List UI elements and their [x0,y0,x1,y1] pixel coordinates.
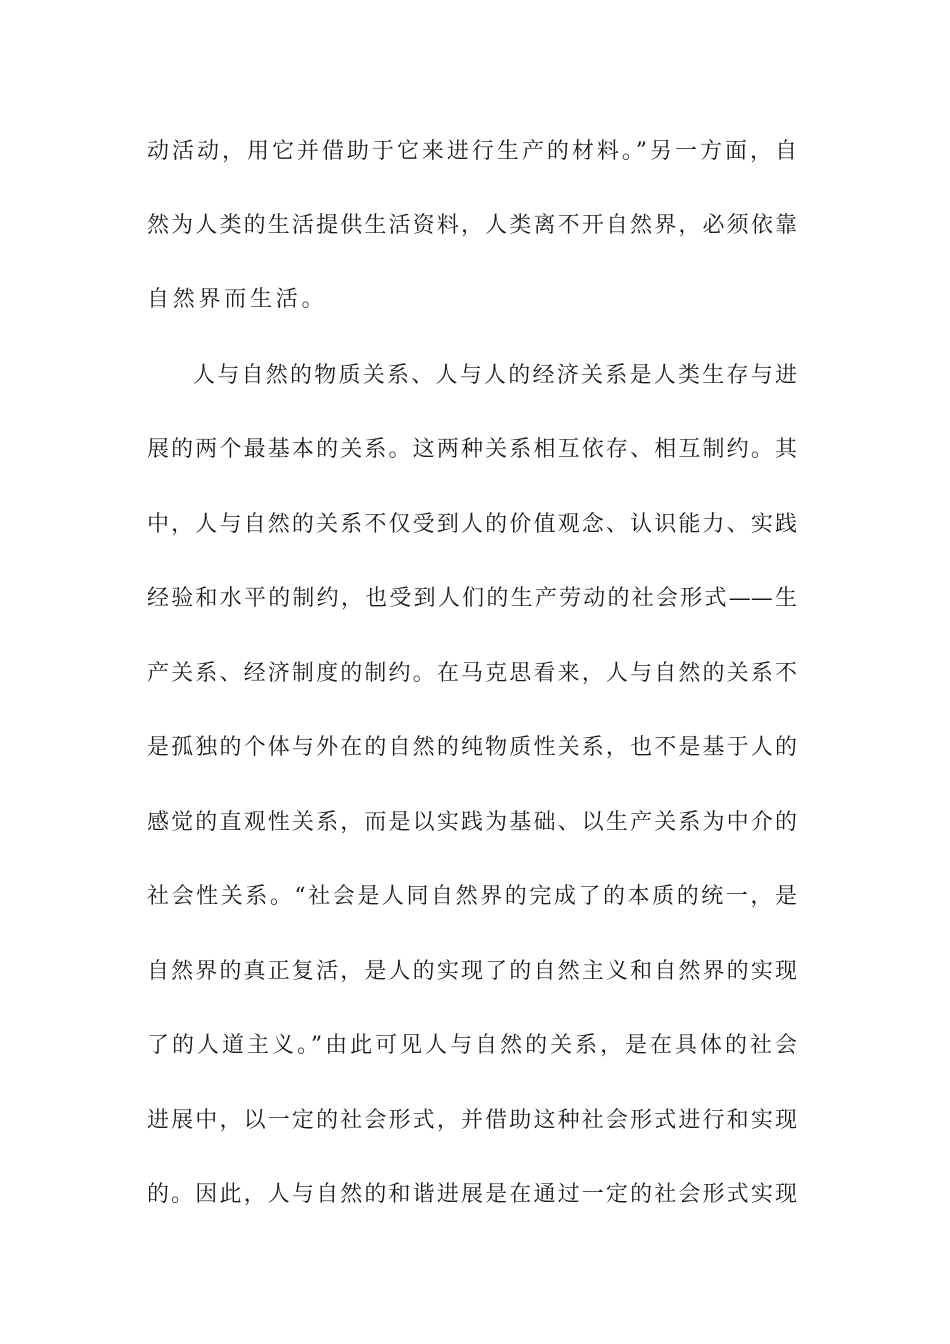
text-line: 展的两个最基本的关系。这两种关系相互依存、相互制约。其 [147,437,797,462]
text-line: 自然界的真正复活，是人的实现了的自然主义和自然界的实现 [147,959,797,984]
text-line: 的。因此，人与自然的和谐进展是在通过一定的社会形式实现 [147,1182,797,1207]
text-line: 社会性关系。“社会是人同自然界的完成了的本质的统一，是 [147,884,797,909]
text-line: 经验和水平的制约，也受到人们的生产劳动的社会形式——生 [147,586,797,611]
text-line: 了的人道主义。”由此可见人与自然的关系，是在具体的社会 [147,1033,797,1058]
text-line: 产关系、经济制度的制约。在马克思看来，人与自然的关系不 [147,661,797,686]
text-line: 动活动，用它并借助于它来进行生产的材料。”另一方面，自 [147,139,797,164]
text-line: 然为人类的生活提供生活资料，人类离不开自然界，必须依靠 [147,213,797,238]
text-line: 感觉的直观性关系，而是以实践为基础、以生产关系为中介的 [147,810,797,835]
text-line: 是孤独的个体与外在的自然的纯物质性关系，也不是基于人的 [147,735,797,760]
text-line: 人与自然的物质关系、人与人的经济关系是人类生存与进 [193,363,797,388]
text-line: 进展中，以一定的社会形式，并借助这种社会形式进行和实现 [147,1108,797,1133]
text-line: 自然界而生活。 [147,287,328,312]
text-line: 中，人与自然的关系不仅受到人的价值观念、认识能力、实践 [147,512,797,537]
